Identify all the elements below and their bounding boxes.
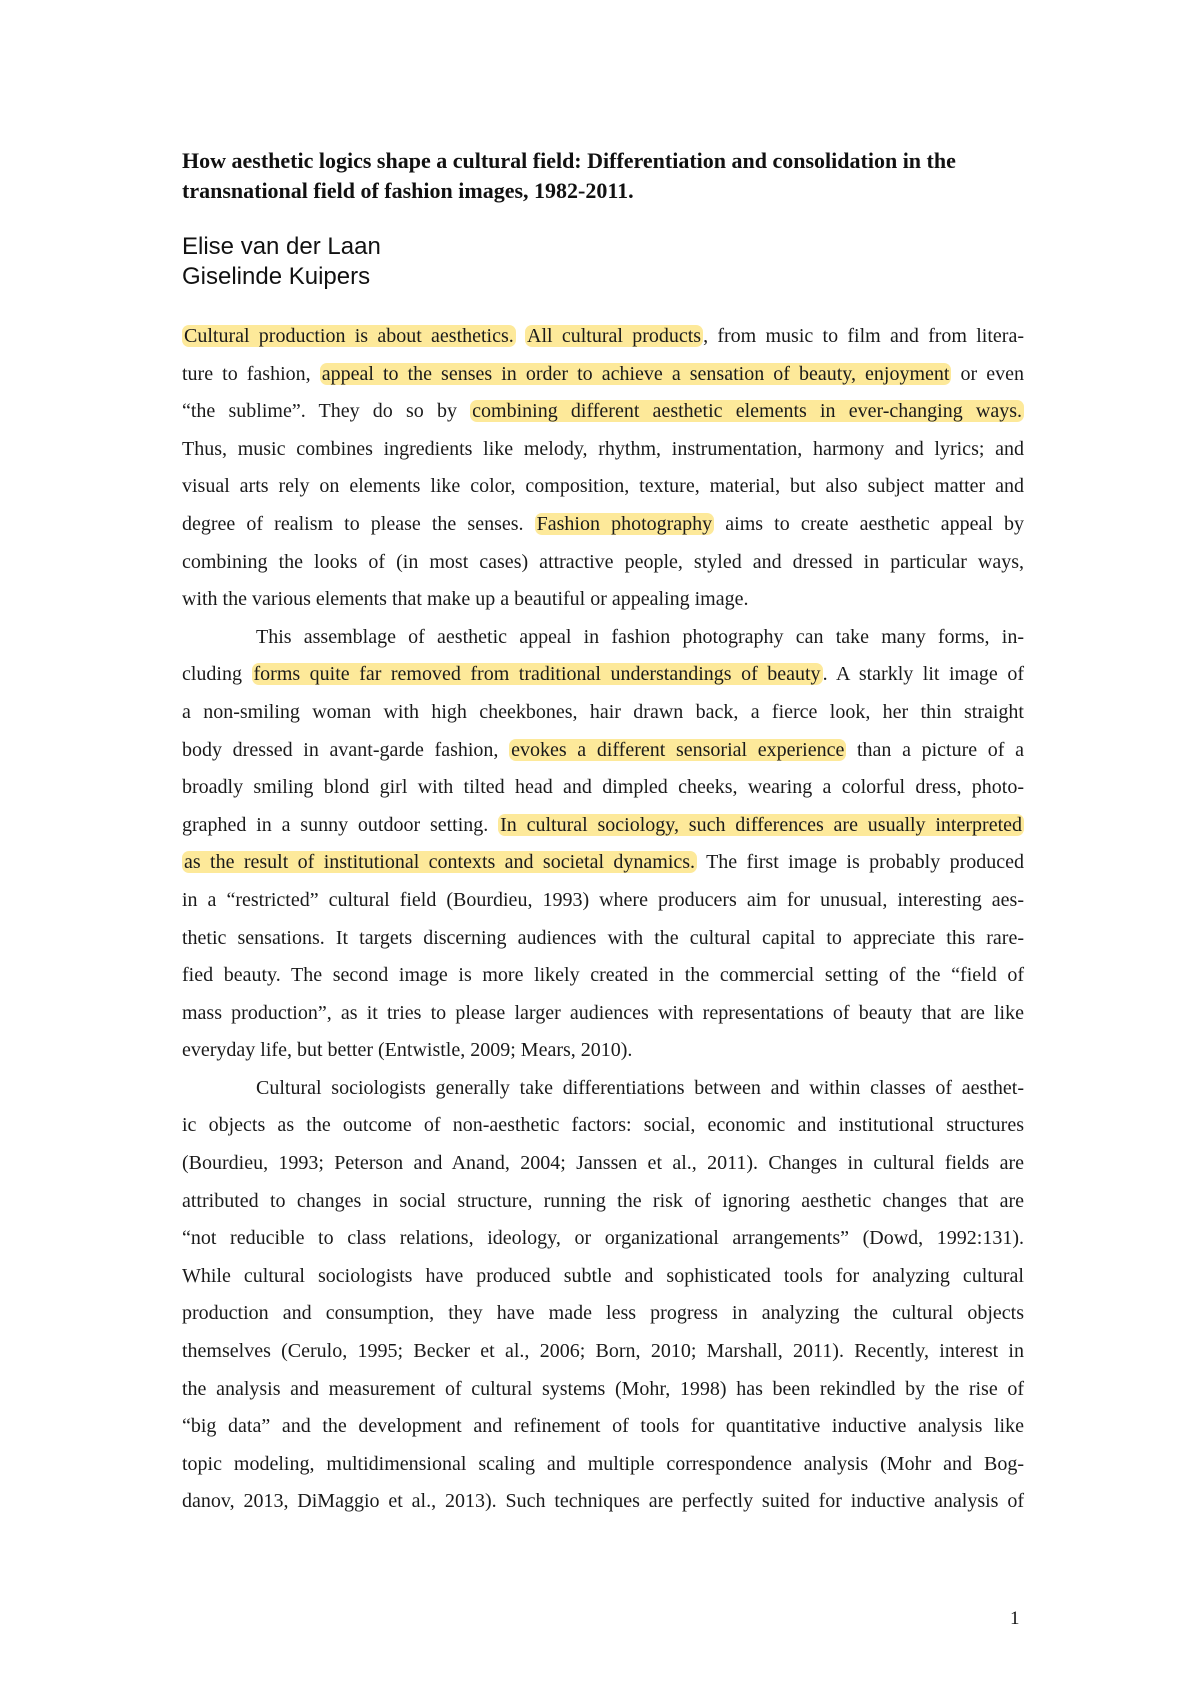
text-span: combining the looks of (in most cases) attractive people, styled and dressed in particular ways,	[182, 550, 1024, 573]
text-span: This assemblage of aesthetic appeal in fashion photography can take many forms, in-	[256, 625, 1024, 648]
highlighted-text: Fashion photography	[536, 512, 713, 535]
text-line	[182, 1183, 1024, 1221]
text-span: danov, 2013, DiMaggio et al., 2013). Such techniques are perfectly suited for inductive analysis of	[182, 1490, 1024, 1513]
text-line	[182, 1371, 1024, 1409]
text-line	[182, 581, 1024, 619]
text-span: cluding	[182, 663, 252, 686]
text-line	[182, 619, 1024, 657]
text-line	[182, 1145, 1024, 1183]
text-line	[182, 1333, 1024, 1371]
highlighted-text: appeal to the senses in order to achieve a sensation of beauty, enjoyment	[321, 362, 950, 385]
text-line	[182, 882, 1024, 920]
author-list	[182, 232, 381, 292]
text-line	[182, 807, 1024, 845]
text-span: body dressed in avant-garde fashion,	[182, 738, 510, 761]
text-span: topic modeling, multidimensional scaling and multiple correspondence analysis (Mohr and Bog-	[182, 1452, 1024, 1475]
text-span: a non-smiling woman with high cheekbones, hair drawn back, a fierce look, her thin straight	[182, 700, 1024, 723]
text-span: Thus, music combines ingredients like melody, rhythm, instrumentation, harmony and lyrics; and	[182, 437, 1024, 460]
text-line	[182, 1107, 1024, 1145]
text-span: with the various elements that make up a beautiful or appealing image.	[182, 588, 749, 611]
text-line	[182, 694, 1024, 732]
text-span: Cultural sociologists generally take differentiations between and within classes of aesthet-	[256, 1076, 1024, 1099]
text-line	[182, 732, 1024, 770]
text-line	[182, 356, 1024, 394]
highlighted-text: forms quite far removed from traditional understandings of beauty	[253, 663, 821, 686]
text-span: , from music to film and from litera-	[703, 325, 1024, 347]
text-line	[182, 1408, 1024, 1446]
text-span: everyday life, but better (Entwistle, 2009; Mears, 2010).	[182, 1039, 633, 1062]
text-line	[182, 1220, 1024, 1258]
text-span: thetic sensations. It targets discerning audiences with the cultural capital to appreciate this rare-	[182, 926, 1024, 949]
text-span: in a “restricted” cultural field (Bourdieu, 1993) where producers aim for unusual, interesting aes-	[182, 888, 1024, 911]
text-span: or even	[951, 362, 1024, 385]
text-span: ture to fashion,	[182, 362, 320, 385]
text-span: themselves (Cerulo, 1995; Becker et al., 2006; Born, 2010; Marshall, 2011). Recently, interest in	[182, 1340, 1024, 1363]
highlighted-text: All cultural products	[527, 325, 702, 347]
text-line	[182, 1070, 1024, 1108]
text-span: graphed in a sunny outdoor setting.	[182, 813, 499, 836]
text-span: production and consumption, they have made less progress in analyzing the cultural objects	[182, 1302, 1024, 1325]
body-text	[182, 318, 1024, 1521]
text-span: While cultural sociologists have produced subtle and sophisticated tools for analyzing cultural	[182, 1264, 1024, 1287]
text-span: The first image is probably produced	[697, 851, 1024, 874]
highlighted-text: combining different aesthetic elements in ever-changing ways.	[472, 400, 1022, 423]
highlighted-text: Cultural production is about aesthetics.	[184, 325, 514, 347]
text-span: “not reducible to class relations, ideology, or organizational arrangements” (Dowd, 1992:131).	[182, 1227, 1024, 1250]
text-line	[182, 544, 1024, 582]
text-span: “big data” and the development and refinement of tools for quantitative inductive analysis like	[182, 1415, 1024, 1438]
page-number: 1	[1010, 1608, 1020, 1629]
text-span: “the sublime”. They do so by	[182, 400, 471, 423]
text-line	[182, 506, 1024, 544]
text-line	[182, 431, 1024, 469]
text-span: attributed to changes in social structure, running the risk of ignoring aesthetic changes that are	[182, 1189, 1024, 1212]
text-span: aims to create aesthetic appeal by	[714, 512, 1025, 535]
text-line	[182, 957, 1024, 995]
paper-title: How aesthetic logics shape a cultural field: Differentiation and consolidation in the transnational field of fashion images, 1982-2011.	[182, 148, 956, 203]
text-line	[182, 1258, 1024, 1296]
text-line	[182, 769, 1024, 807]
text-line	[182, 995, 1024, 1033]
text-span: the analysis and measurement of cultural systems (Mohr, 1998) has been rekindled by the rise of	[182, 1377, 1024, 1400]
text-line	[182, 468, 1024, 506]
author-name: Giselinde Kuipers	[182, 263, 371, 290]
text-span: (Bourdieu, 1993; Peterson and Anand, 2004; Janssen et al., 2011). Changes in cultural fields are	[182, 1152, 1024, 1175]
text-span: broadly smiling blond girl with tilted head and dimpled cheeks, wearing a colorful dress, photo-	[182, 776, 1024, 799]
text-span: visual arts rely on elements like color, composition, texture, material, but also subject matter and	[182, 475, 1024, 498]
text-span: degree of realism to please the senses.	[182, 512, 535, 535]
highlighted-text: In cultural sociology, such differences are usually interpreted	[500, 813, 1023, 836]
text-span	[516, 325, 525, 347]
text-line	[182, 1032, 1024, 1070]
text-line	[182, 393, 1024, 431]
author-name: Elise van der Laan	[182, 233, 381, 260]
text-line	[182, 656, 1024, 694]
text-span: fied beauty. The second image is more likely created in the commercial setting of the “field of	[182, 964, 1024, 987]
text-line	[182, 1295, 1024, 1333]
text-span: . A starkly lit image of	[822, 663, 1024, 686]
text-line	[182, 844, 1024, 882]
text-span: than a picture of a	[846, 738, 1024, 761]
highlighted-text: as the result of institutional contexts and societal dynamics.	[184, 851, 696, 874]
text-span: mass production”, as it tries to please larger audiences with representations of beauty that are like	[182, 1001, 1024, 1024]
text-span: ic objects as the outcome of non-aesthetic factors: social, economic and institutional structures	[182, 1114, 1024, 1137]
highlighted-text: evokes a different sensorial experience	[511, 738, 845, 761]
text-line	[182, 920, 1024, 958]
text-line	[182, 1446, 1024, 1484]
text-line	[182, 318, 1024, 356]
text-line	[182, 1483, 1024, 1521]
